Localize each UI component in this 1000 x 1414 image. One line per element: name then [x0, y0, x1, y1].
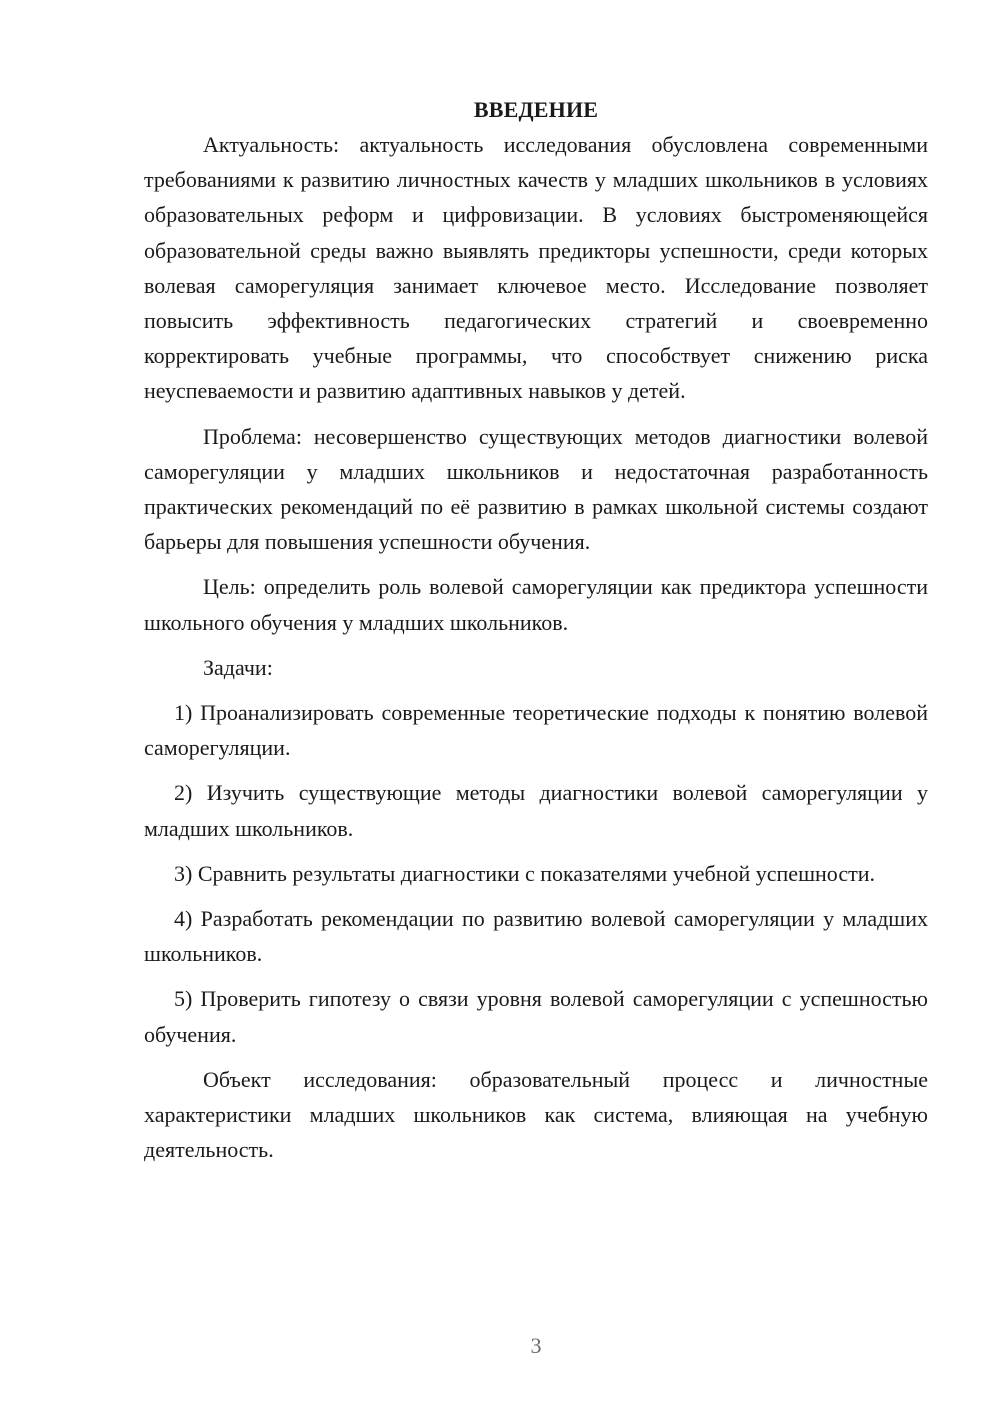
task-item: 4) Разработать рекомендации по развитию волевой саморегуляции у младших школьников.	[144, 906, 928, 967]
goal-paragraph: Цель: определить роль волевой саморегуляции как предиктора успешности школьного обучения у младших школьников.	[144, 574, 928, 635]
page-number: 3	[530, 1333, 542, 1358]
relevance-paragraph: Актуальность: актуальность исследования обусловлена современными требованиями к развитию личностных качеств у младших школьников в условиях образовательных реформ и цифровизации. В условиях быстроменяющейся образовательной среды важно выявлять предикторы успешности, среди которых волевая саморегуляция занимает ключевое место. Исследование позволяет повысить эффективность педагогических стратегий и своевременно корректировать учебные программы, что способствует снижению риска неуспеваемости и развитию адаптивных навыков у детей.	[144, 132, 928, 404]
task-item: 5) Проверить гипотезу о связи уровня волевой саморегуляции с успешностью обучения.	[144, 986, 928, 1047]
task-item: 3) Сравнить результаты диагностики с показателями учебной успешности.	[174, 860, 875, 886]
task-item: 1) Проанализировать современные теоретические подходы к понятию волевой саморегуляции.	[144, 700, 928, 761]
object-paragraph: Объект исследования: образовательный процесс и личностные характеристики младших школьников как система, влияющая на учебную деятельность.	[144, 1066, 928, 1163]
section-title: ВВЕДЕНИЕ	[473, 97, 599, 122]
problem-paragraph: Проблема: несовершенство существующих методов диагностики волевой саморегуляции у младших школьников и недостаточная разработанность практических рекомендаций по её развитию в рамках школьной системы создают барьеры для повышения успешности обучения.	[144, 423, 928, 555]
task-item: 2) Изучить существующие методы диагностики волевой саморегуляции у младших школьников.	[144, 780, 928, 841]
tasks-heading: Задачи:	[203, 654, 273, 680]
document-page	[144, 92, 928, 1167]
